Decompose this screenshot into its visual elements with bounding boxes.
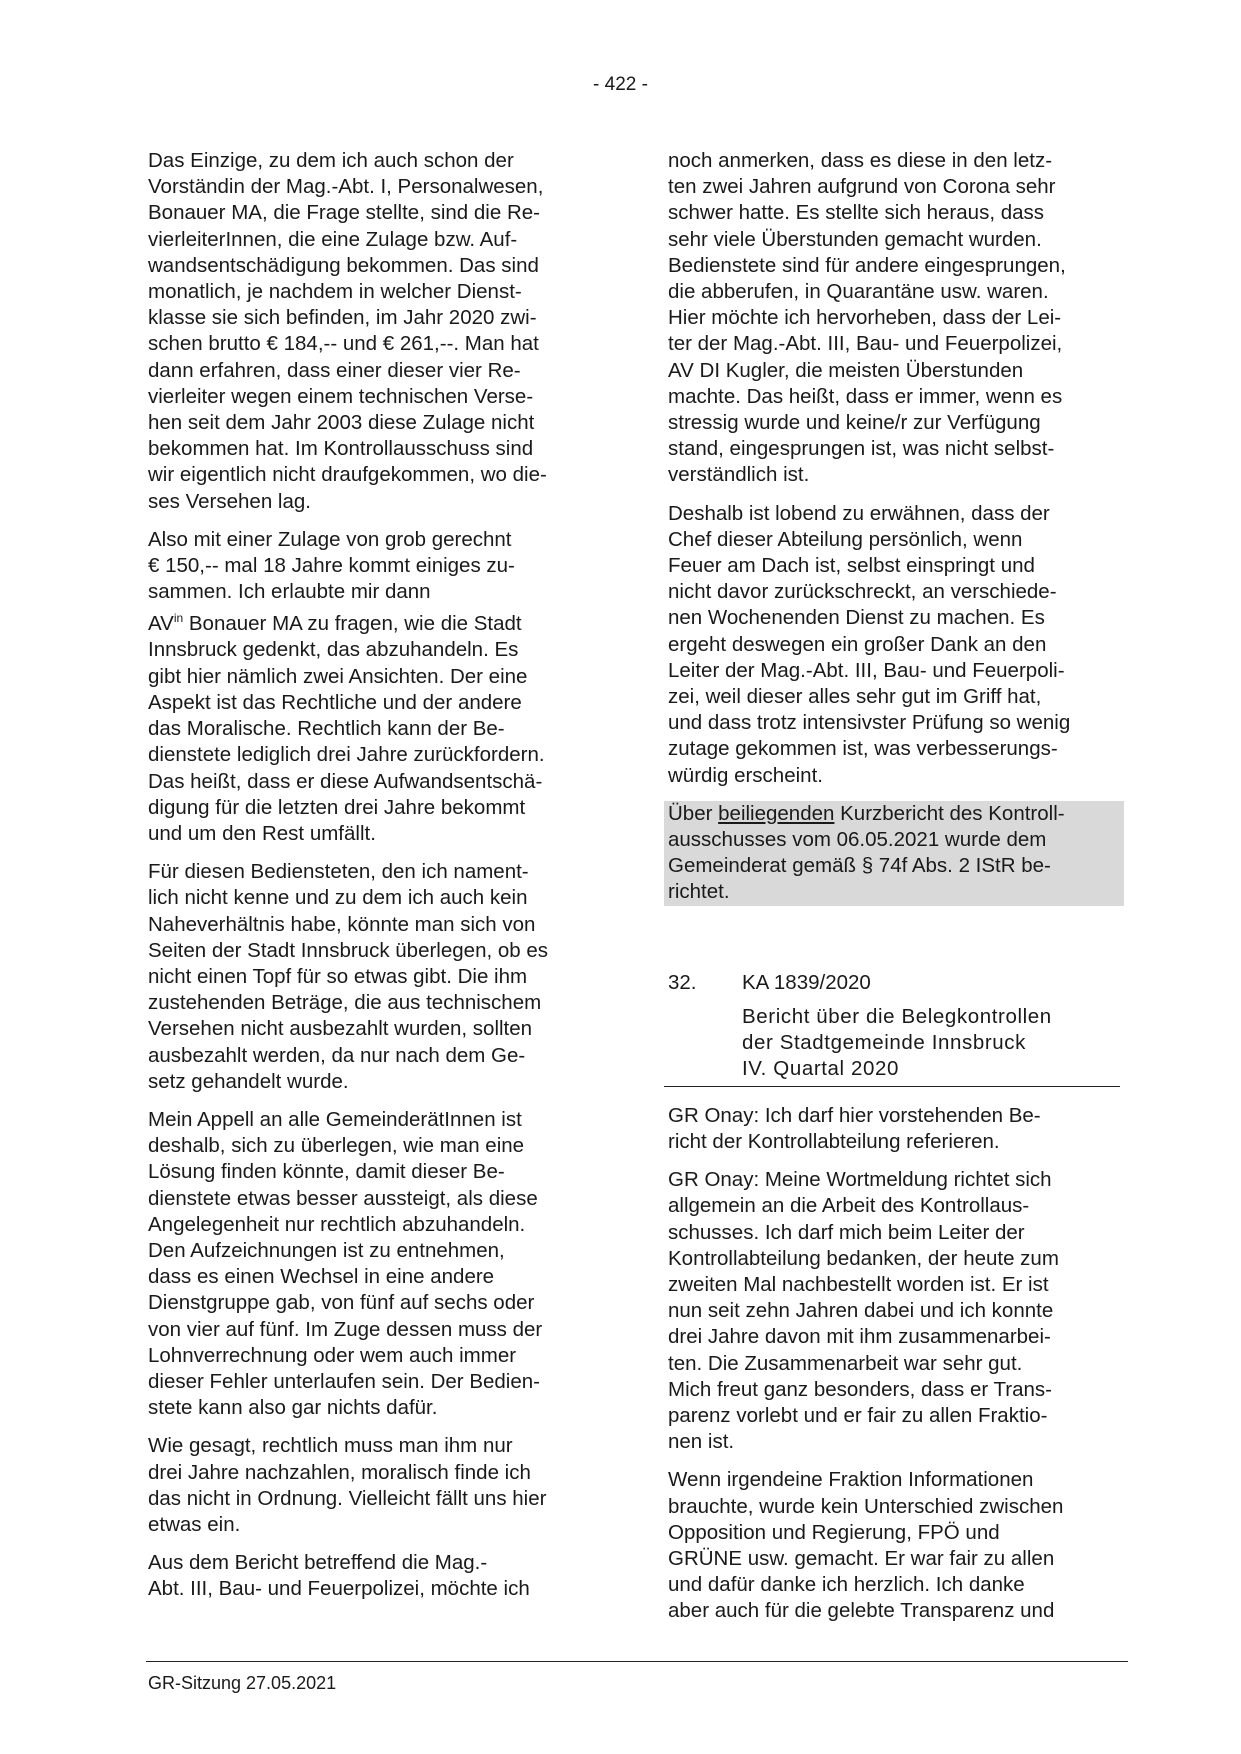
paragraph-zulage	[148, 527, 608, 847]
paragraph-text: Also mit einer Zulage von grob gerechnt € 150,-- mal 18 Jahre kommt einiges zu- sammen. Ich erlaubte mir dann AV	[148, 527, 515, 636]
agenda-item-head	[668, 970, 1128, 996]
footer-divider	[146, 1661, 1128, 1662]
paragraph: Aus dem Bericht betreffend die Mag.- Abt. III, Bau- und Feuerpolizei, möchte ich	[148, 1551, 530, 1601]
note-suffix: Kurzbericht des Kontroll- ausschusses vom 06.05.2021 wurde dem Gemeinderat gemäß § 74f Abs. 2 IStR be- richtet.	[668, 801, 1065, 904]
shaded-note	[664, 801, 1124, 906]
left-column	[148, 148, 608, 1615]
paragraph: noch anmerken, dass es diese in den letz- ten zwei Jahren aufgrund von Corona sehr schwer hatte. Es stellte sich heraus, dass sehr viele Überstunden gemacht wurden. Bedienstete sind für andere eingesprungen, die abberufen, in Quarantäne usw. waren. Hier möchte ich hervorheben, dass der Lei- ter der Mag.-Abt. III, Bau- und Feuerpolizei, AV DI Kugler, die meisten Überstunden machte. Das heißt, dass er immer, wenn es stressig wurde und keine/r zur Verfügung stand, eingesprungen ist, was nicht selbst- verständlich ist.	[668, 149, 1066, 487]
right-column	[668, 148, 1128, 1637]
agenda-item-reference: KA 1839/2020	[742, 970, 871, 994]
paragraph: Das Einzige, zu dem ich auch schon der Vorständin der Mag.-Abt. I, Personalwesen, Bonauer MA, die Frage stellte, sind die Re- vierleiterInnen, die eine Zulage bzw. Auf- wandsentschädigung bekommen. Das sind monatlich, je nachdem in welcher Dienst- klasse sie sich befinden, im Jahr 2020 zwi- schen brutto € 184,-- und € 261,--. Man hat dann erfahren, dass einer dieser vier Re- vierleiter wegen einem technischen Verse- hen seit dem Jahr 2003 diese Zulage nicht bekommen hat. Im Kontrollausschuss sind wir eigentlich nicht draufgekommen, wo die- ses Versehen lag.	[148, 149, 547, 513]
note-prefix: Über	[668, 801, 719, 825]
divider	[664, 1086, 1120, 1087]
paragraph: Mein Appell an alle GemeinderätInnen ist deshalb, sich zu überlegen, wie man eine Lösung finden könnte, damit dieser Be- dienstete etwas besser aussteigt, als diese Angelegenheit nur rechtlich abzuhandeln. Den Aufzeichnungen ist zu entnehmen, dass es einen Wechsel in eine andere Dienstgruppe gab, von fünf auf sechs oder von vier auf fünf. Im Zuge dessen muss der Lohnverrechnung oder wem auch immer dieser Fehler unterlaufen sein. Der Bedien- stete kann also gar nichts dafür.	[148, 1107, 543, 1420]
superscript: in	[173, 611, 184, 626]
footer: GR-Sitzung 27.05.2021	[148, 1673, 337, 1693]
agenda-item-title: Bericht über die Belegkontrollen der Stadtgemeinde Innsbruck IV. Quartal 2020	[742, 1004, 1052, 1080]
paragraph: Deshalb ist lobend zu erwähnen, dass der Chef dieser Abteilung persönlich, wenn Feuer am Dach ist, selbst einspringt und nicht davor zurückschreckt, an verschiede- nen Wochenenden Dienst zu machen. Es ergeht deswegen ein großer Dank an den Leiter der Mag.-Abt. III, Bau- und Feuerpoli- zei, weil dieser alles sehr gut im Griff hat, und dass trotz intensivster Prüfung so wenig zutage gekommen ist, was verbesserungs- würdig erscheint.	[668, 501, 1071, 787]
paragraph: GR Onay: Ich darf hier vorstehenden Be- richt der Kontrollabteilung referieren.	[668, 1103, 1041, 1153]
paragraph-text: Bonauer MA zu fragen, wie die Stadt Innsbruck gedenkt, das abzuhandeln. Es gibt hier nämlich zwei Ansichten. Der eine Aspekt ist das Rechtliche und der andere das Moralische. Rechtlich kann der Be- dienstete lediglich drei Jahre zurückfordern. Das heißt, dass er diese Aufwandsentschä- digung für die letzten drei Jahre bekommt und um den Rest umfällt.	[148, 612, 545, 845]
paragraph: Wie gesagt, rechtlich muss man ihm nur drei Jahre nachzahlen, moralisch finde ich das nicht in Ordnung. Vielleicht fällt uns hier etwas ein.	[148, 1434, 547, 1536]
underlined-word: beiliegenden	[718, 801, 835, 825]
paragraph: Für diesen Bediensteten, den ich nament- lich nicht kenne und zu dem ich auch kein Naheverhältnis habe, könnte man sich von Seiten der Stadt Innsbruck überlegen, ob es nicht einen Topf für so etwas gibt. Die ihm zustehenden Beträge, die aus technischem Versehen nicht ausbezahlt wurden, sollten ausbezahlt werden, da nur nach dem Ge- setz gehandelt wurde.	[148, 860, 549, 1093]
paragraph: Wenn irgendeine Fraktion Informationen brauchte, wurde kein Unterschied zwischen Opposition und Regierung, FPÖ und GRÜNE usw. gemacht. Er war fair zu allen und dafür danke ich herzlich. Ich danke aber auch für die gelebte Transparenz und	[668, 1468, 1064, 1623]
agenda-item	[668, 970, 1128, 1087]
agenda-item-number: 32.	[668, 970, 697, 994]
paragraph: GR Onay: Meine Wortmeldung richtet sich allgemein an die Arbeit des Kontrollaus- schusses. Ich darf mich beim Leiter der Kontrollabteilung bedanken, der heute zum zweiten Mal nachbestellt worden ist. Er ist nun seit zehn Jahren dabei und ich konnte drei Jahre davon mit ihm zusammenarbei- ten. Die Zusammenarbeit war sehr gut. Mich freut ganz besonders, dass er Trans- parenz vorlebt und er fair zu allen Fraktio- nen ist.	[668, 1168, 1059, 1454]
page-number: - 422 -	[593, 74, 648, 95]
